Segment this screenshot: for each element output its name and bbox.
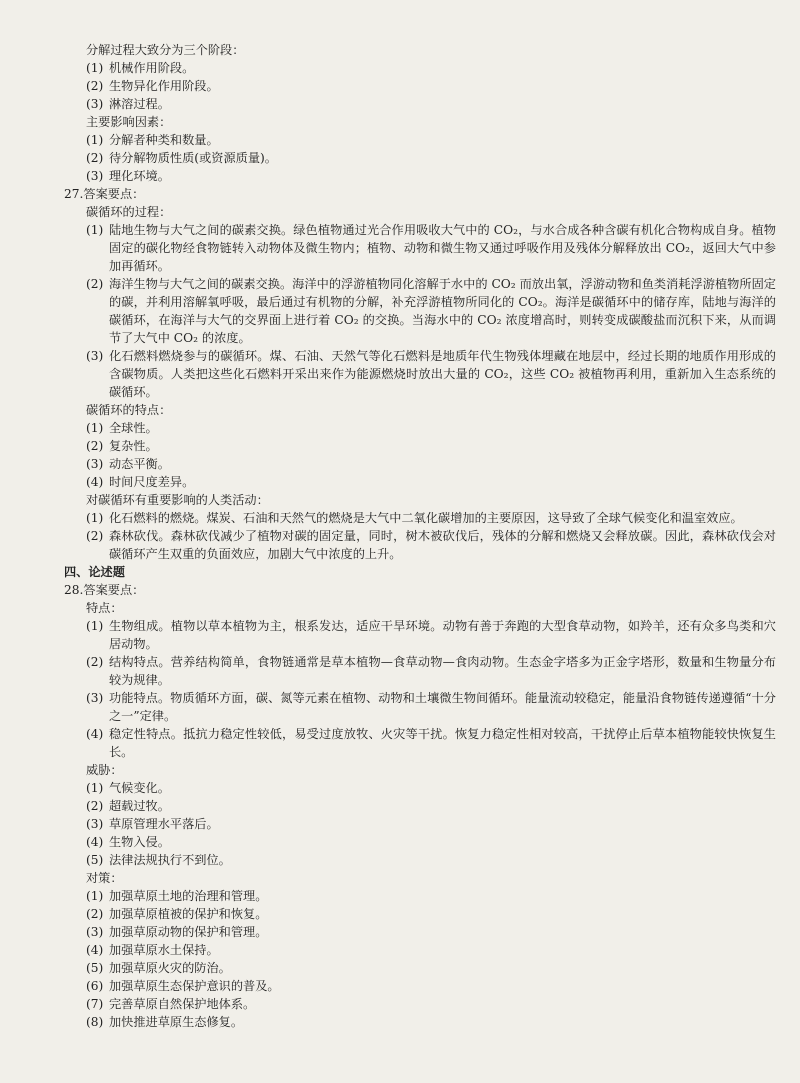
stages-intro: 分解过程大致分为三个阶段： [86,43,245,57]
list-item: (1) 加强草原土地的治理和管理。 [86,889,268,903]
list-item: (2) 复杂性。 [86,439,158,453]
list-item: (3) 理化环境。 [86,169,170,183]
list-item: (2) 结构特点。营养结构简单，食物链通常是草本植物—食草动物—食肉动物。生态金字塔多为正金字塔形，数量和生物量分布较为规律。 [86,655,776,687]
list-item: (2) 待分解物质性质(或资源质量)。 [86,151,277,165]
list-item: (2) 加强草原植被的保护和恢复。 [86,907,268,921]
list-item: (8) 加快推进草原生态修复。 [86,1015,244,1029]
list-item: (3) 淋溶过程。 [86,97,170,111]
list-item: (5) 法律法规执行不到位。 [86,853,231,867]
list-item: (6) 加强草原生态保护意识的普及。 [86,979,280,993]
list-item: (1) 全球性。 [86,421,158,435]
list-item: (3) 动态平衡。 [86,457,170,471]
section-4-heading: 四、论述题 [64,565,125,579]
list-item: (2) 超载过牧。 [86,799,170,813]
list-item: (4) 生物入侵。 [86,835,170,849]
carbon-features-title: 碳循环的特点： [86,403,172,417]
list-item: (2) 森林砍伐。森林砍伐减少了植物对碳的固定量，同时，树木被砍伐后，残体的分解和燃烧又会释放碳。因此，森林砍伐会对碳循环产生双重的负面效应，加剧大气中浓度的上升。 [86,529,776,561]
factors-intro: 主要影响因素： [86,115,172,129]
list-item: (2) 生物异化作用阶段。 [86,79,219,93]
list-item: (2) 海洋生物与大气之间的碳素交换。海洋中的浮游植物同化溶解于水中的 CO₂ 而放出氧，浮游动物和鱼类消耗浮游植物所固定的碳，并利用溶解氧呼吸，最后通过有机物的分解，补充浮游植物所同化的 CO₂。海洋是碳循环中的储存库，陆地与海洋的碳循环，在海洋与大气的交界面上进行着 CO₂ 的交换。当海水中的 CO₂ 浓度增高时，则转变成碳酸盐而沉积下来，从而调节了大气中 CO₂ 的浓度。 [86,277,776,345]
carbon-process-title: 碳循环的过程： [86,205,172,219]
list-item: (1) 生物组成。植物以草本植物为主，根系发达，适应干旱环境。动物有善于奔跑的大型食草动物，如羚羊，还有众多鸟类和穴居动物。 [86,619,776,651]
measures-title: 对策： [86,871,123,885]
list-item: (5) 加强草原火灾的防治。 [86,961,231,975]
question-27-label: 27.答案要点： [64,187,145,201]
list-item: (4) 时间尺度差异。 [86,475,195,489]
list-item: (4) 稳定性特点。抵抗力稳定性较低，易受过度放牧、火灾等干扰。恢复力稳定性相对较高，干扰停止后草本植物能较快恢复生长。 [86,727,776,759]
list-item: (1) 分解者种类和数量。 [86,133,219,147]
list-item: (1) 气候变化。 [86,781,170,795]
traits-title: 特点： [86,601,123,615]
list-item: (1) 化石燃料的燃烧。煤炭、石油和天然气的燃烧是大气中二氧化碳增加的主要原因，这导致了全球气候变化和温室效应。 [86,511,743,525]
list-item: (1) 机械作用阶段。 [86,61,195,75]
list-item: (4) 加强草原水土保持。 [86,943,219,957]
list-item: (1) 陆地生物与大气之间的碳素交换。绿色植物通过光合作用吸收大气中的 CO₂，与水合成各种含碳有机化合物构成自身。植物固定的碳化物经食物链转入动物体及微生物内；植物、动物和微生物又通过呼吸作用及残体分解释放出 CO₂，返回大气中参加再循环。 [86,223,776,273]
list-item: (3) 加强草原动物的保护和管理。 [86,925,268,939]
list-item: (3) 化石燃料燃烧参与的碳循环。煤、石油、天然气等化石燃料是地质年代生物残体埋藏在地层中，经过长期的地质作用形成的含碳物质。人类把这些化石燃料开采出来作为能源燃烧时放出大量的 CO₂，这些 CO₂ 被植物再利用，重新加入生态系统的碳循环。 [86,349,776,399]
human-activity-title: 对碳循环有重要影响的人类活动： [86,493,269,507]
question-28-label: 28.答案要点： [64,583,145,597]
list-item: (3) 功能特点。物质循环方面，碳、氮等元素在植物、动物和土壤微生物间循环。能量流动较稳定，能量沿食物链传递遵循“十分之一”定律。 [86,691,776,723]
list-item: (3) 草原管理水平落后。 [86,817,219,831]
list-item: (7) 完善草原自然保护地体系。 [86,997,256,1011]
threats-title: 威胁： [86,763,123,777]
